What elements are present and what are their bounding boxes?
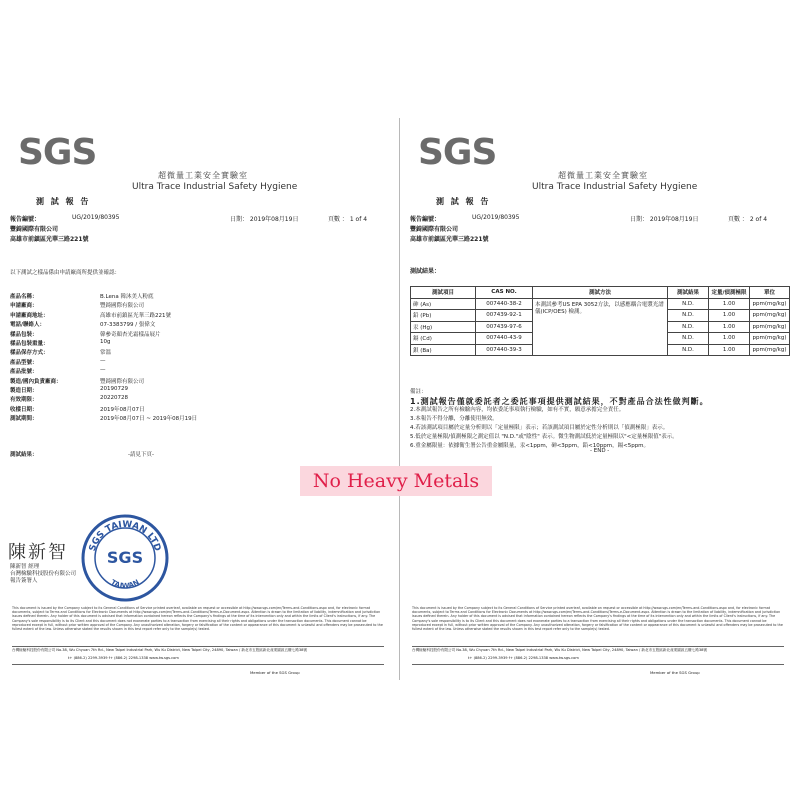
field-row: 電話/聯絡人： 07-3383799 / 張偉文: [10, 322, 156, 329]
col-header: 單位: [750, 287, 790, 299]
results-table: [410, 286, 790, 356]
table-row: 鎘 (Cd) 007440-43-9 N.D. 1.00 ppm(mg/kg): [411, 333, 790, 345]
notes-label: 備註：: [410, 389, 427, 395]
terms-fine-print: This document is issued by the Company subject to its General Conditions of Service printed overleaf, available on request or accessible at http://www.sgs.com/en/Terms-and-Conditions.aspx and, for electronic format documents, subject to Terms and Conditions for Electronic Documents at http://www.sgs.com/en/Terms-and-Conditions/Terms-e-Document.aspx. Attention is drawn to the limitation of liability, indemnification and jurisdiction issues defined therein. Any holder of this document is advised that information contained hereon reflects the Company's findings at the time of its intervention only and within the limits of Client's instructions, if any. The Company's sole responsibility is to its Client and this document does not exonerate parties to a transaction from exercising all their rights and obligations under the transaction documents. This document cannot be reproduced except in full, without prior written approval of the Company. Any unauthorized alteration, forgery or falsification of the content or appearance of this document is unlawful and offenders may be prosecuted to the fullest extent of the law. Unless otherwise stated the results shown in this test report refer only to the sample(s) tested.: [412, 606, 783, 632]
footer-address: 台灣檢驗科技股份有限公司 No.38, Wu Chyuan 7th Rd., New Taipei Industrial Park, Wu Ku District, New Taipei City, 24890, Taiwan / 新北市五股區新北產業園區五權七路38號: [412, 648, 708, 652]
table-row: 鉛 (Pb) 007439-92-1 N.D. 1.00 ppm(mg/kg): [411, 310, 790, 322]
signer-role: 報告簽署人: [10, 578, 38, 584]
table-row: 汞 (Hg) 007439-97-6 N.D. 1.00 ppm(mg/kg): [411, 321, 790, 333]
col-header: 定量/偵測極限: [709, 287, 750, 299]
field-row: 產品型號： —: [10, 357, 106, 366]
note-item: 5.低於定量極限/偵測極限之測定值以 "N.D."或"陰性" 表示。微生物測試低於定量極限以"<定量極限值"表示。: [410, 434, 678, 440]
intro-text: 以下測試之樣品係由申請廠商所提供並確認：: [10, 270, 121, 276]
field-row: 有效期限： 20220728: [10, 395, 128, 404]
col-header: CAS NO.: [476, 287, 533, 299]
signer-title: 陳新智 經理: [10, 564, 40, 570]
col-header: 測試結果: [668, 287, 709, 299]
sgs-logo: SGS: [18, 132, 97, 173]
member-of-group: Member of the SGS Group: [650, 670, 700, 675]
col-header: 測試方法: [533, 287, 668, 299]
note-item: 1.測試報告僅就委託者之委託事項提供測試結果，不對產品合法性做判斷。: [410, 397, 709, 406]
see-next-page: -請見下頁-: [128, 452, 154, 458]
no-heavy-metals-banner: No Heavy Metals: [300, 466, 492, 496]
signer-block: [10, 564, 76, 585]
report-date: 日期： 2019年08月19日: [230, 216, 299, 223]
page-number: 頁數 ： 1 of 4: [328, 216, 368, 223]
note-item: 2.本測試報告之所有檢驗內容，均依委託事項執行檢驗，如有不實，願意承擔完全責任。: [410, 407, 625, 413]
note-item: 6.重金屬限量：依據衛生署公告重金屬限量，汞<1ppm，砷<3ppm，鉛<10ppm，鎘<5ppm。: [410, 443, 650, 449]
col-header: 測試項目: [411, 287, 476, 299]
report-number: UG/2019/80395: [472, 214, 520, 221]
company-address: 高雄市前鎮區光華三路221號: [10, 236, 89, 243]
svg-text:SGS: SGS: [106, 548, 144, 567]
footer-phone: t+ (886-2) 2299-3939 f+ (886-2) 2298-1338 www.tw.sgs.com: [468, 656, 579, 660]
company-name: 豐錡國際有限公司: [10, 226, 59, 233]
report-number: UG/2019/80395: [72, 214, 120, 221]
field-row: 產品名稱： B.Lena 韓沐美人粉底: [10, 294, 154, 300]
table-row: 鋇 (Ba) 007440-39-3 N.D. 1.00 ppm(mg/kg): [411, 344, 790, 356]
field-row: 申請廠商地址： 高雄市前鎮區光華三路221號: [10, 312, 171, 319]
sgs-stamp-icon: [80, 513, 170, 603]
page-number: 頁數 ： 2 of 4: [728, 216, 768, 223]
note-item: 3.本報告不得分離，分離使用無效。: [410, 416, 498, 422]
result-label: 測試結果：: [10, 452, 38, 458]
report-title: 測 試 報 告: [436, 197, 491, 206]
field-row: 樣品包裝： 韓參奇顏杏光霜樣品展片: [10, 331, 161, 338]
report-page-2: [408, 118, 792, 680]
report-title: 測 試 報 告: [36, 197, 91, 206]
lab-name-english: Ultra Trace Industrial Safety Hygiene: [532, 182, 698, 192]
field-row: 申請廠商： 豐錡國際有限公司: [10, 303, 145, 310]
company-name: 豐錡國際有限公司: [410, 226, 459, 233]
test-method: 本測試參考US EPA 3052方法，以感應耦合電漿光譜儀(ICP/OES) 檢測。: [533, 298, 668, 356]
footer-phone: t+ (886-2) 2299-3939 f+ (886-2) 2298-1338 www.tw.sgs.com: [68, 656, 179, 660]
table-header-row: [411, 287, 790, 299]
field-row: 測試期間： 2019年08月07日 ~ 2019年08月19日: [10, 416, 198, 423]
field-row: 樣品包裝重量： 10g: [10, 338, 111, 347]
footer-divider: [412, 664, 784, 665]
page-divider: [399, 118, 400, 680]
report-date: 日期： 2019年08月19日: [630, 216, 699, 223]
report-page-1: [8, 118, 392, 680]
footer-divider: [12, 664, 384, 665]
lab-name-chinese: 超微量工業安全實驗室: [158, 171, 248, 180]
terms-fine-print: This document is issued by the Company subject to its General Conditions of Service printed overleaf, available on request or accessible at http://www.sgs.com/en/Terms-and-Conditions.aspx and, for electronic format documents, subject to Terms and Conditions for Electronic Documents at http://www.sgs.com/en/Terms-and-Conditions/Terms-e-Document.aspx. Attention is drawn to the limitation of liability, indemnification and jurisdiction issues defined therein. Any holder of this document is advised that information contained hereon reflects the Company's findings at the time of its intervention only and within the limits of Client's instructions, if any. The Company's sole responsibility is to its Client and this document does not exonerate parties to a transaction from exercising all their rights and obligations under the transaction documents. This document cannot be reproduced except in full, without prior written approval of the Company. Any unauthorized alteration, forgery or falsification of the content or appearance of this document is unlawful and offenders may be prosecuted to the fullest extent of the law. Unless otherwise stated the results shown in this test report refer only to the sample(s) tested.: [12, 606, 383, 632]
signer-company: 台灣檢驗科技股份有限公司: [10, 571, 77, 577]
footer-address: 台灣檢驗科技股份有限公司 No.38, Wu Chyuan 7th Rd., New Taipei Industrial Park, Wu Ku District, New Taipei City, 24890, Taiwan / 新北市五股區新北產業園區五權七路38號: [12, 648, 308, 652]
svg-text:TAIWAN: TAIWAN: [109, 578, 141, 591]
end-marker: - END -: [590, 448, 610, 454]
company-address: 高雄市前鎮區光華三路221號: [410, 236, 489, 243]
table-row: 砷 (As) 007440-38-2 本測試參考US EPA 3052方法，以感應耦合電漿光譜儀(ICP/OES) 檢測。 N.D. 1.00 ppm(mg/kg): [411, 298, 790, 310]
signature: 陳新智: [8, 542, 68, 563]
report-no-label: 報告編號：: [410, 216, 441, 223]
sgs-logo: SGS: [418, 132, 497, 173]
note-item: 4.若該測試項目屬於定量分析則以「定量極限」表示；若該測試項目屬於定性分析則以「偵測極限」表示。: [410, 425, 669, 431]
footer-divider: [412, 646, 784, 647]
field-row: 製造/國內負責廠商： 豐錡國際有限公司: [10, 378, 145, 385]
report-no-label: 報告編號：: [10, 216, 41, 223]
lab-name-english: Ultra Trace Industrial Safety Hygiene: [132, 182, 298, 192]
result-label: 測試結果：: [410, 268, 441, 275]
notes-block: [410, 388, 790, 451]
sample-info-list: [10, 292, 390, 423]
field-row: 製造日期： 20190729: [10, 385, 128, 394]
lab-name-chinese: 超微量工業安全實驗室: [558, 171, 648, 180]
footer-divider: [12, 646, 384, 647]
field-row: 產品批號： —: [10, 367, 106, 376]
svg-text:SGS TAIWAN LTD: SGS TAIWAN LTD: [87, 519, 163, 553]
field-row: 收樣日期： 2019年08月07日: [10, 406, 145, 413]
field-row: 樣品保存方式： 常溫: [10, 350, 112, 357]
member-of-group: Member of the SGS Group: [250, 670, 300, 675]
